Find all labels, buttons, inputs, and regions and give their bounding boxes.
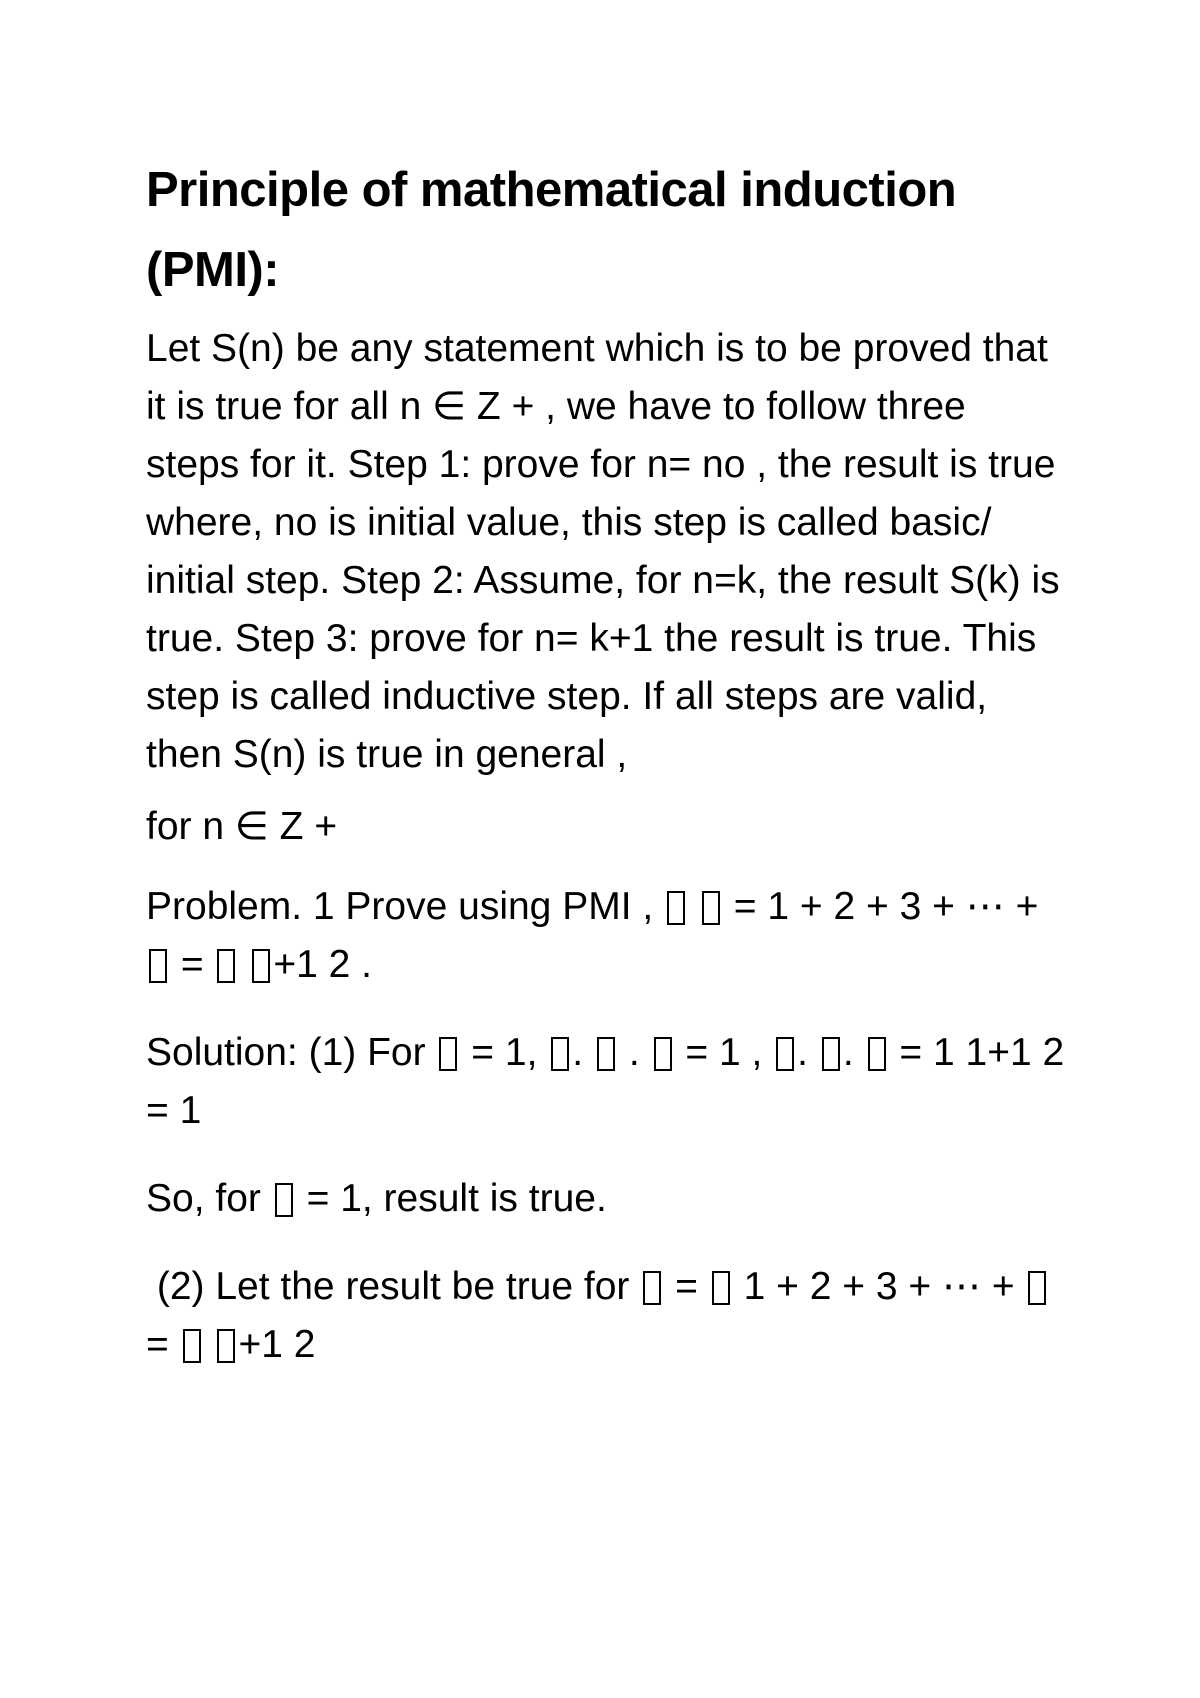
domain-line: for n ∈ Z + bbox=[146, 805, 338, 848]
step2-text-1: (2) Let the result be true for bbox=[156, 1265, 630, 1308]
solution-text-9: 1 1+1 2 = 1 bbox=[146, 1031, 1065, 1132]
solution-text-5: = 1 , bbox=[685, 1031, 763, 1074]
missing-glyph bbox=[654, 1037, 672, 1071]
missing-glyph bbox=[149, 949, 167, 983]
problem-text-1: Problem. 1 Prove using PMI , bbox=[146, 885, 654, 928]
problem-text-4: +1 2 . bbox=[273, 943, 372, 986]
problem-statement bbox=[146, 878, 1066, 994]
missing-glyph bbox=[712, 1271, 730, 1305]
solution-text-3: . bbox=[572, 1031, 584, 1074]
missing-glyph bbox=[776, 1037, 794, 1071]
missing-glyph bbox=[597, 1037, 615, 1071]
step2-text-2: = bbox=[675, 1265, 698, 1308]
solution-text-2: = 1, bbox=[471, 1031, 538, 1074]
step2-text-3: 1 + 2 + 3 + ⋯ + bbox=[743, 1265, 1015, 1308]
missing-glyph bbox=[667, 891, 685, 925]
conclusion-text-2: = 1, result is true. bbox=[306, 1177, 607, 1220]
problem-text-2: = 1 + 2 + 3 + ⋯ + bbox=[733, 885, 1039, 928]
missing-glyph bbox=[551, 1037, 569, 1071]
missing-glyph bbox=[868, 1037, 886, 1071]
missing-glyph bbox=[643, 1271, 661, 1305]
missing-glyph bbox=[1028, 1271, 1046, 1305]
document-content bbox=[146, 150, 1066, 1374]
page-title: Principle of mathematical induction (PMI): bbox=[146, 163, 957, 297]
missing-glyph bbox=[822, 1037, 840, 1071]
solution-text-8: = bbox=[899, 1031, 923, 1074]
step2-text-5: +1 2 bbox=[238, 1323, 316, 1366]
solution-text-4: . bbox=[628, 1031, 640, 1074]
solution-text-1: Solution: (1) For bbox=[146, 1031, 426, 1074]
solution-text-7: . bbox=[842, 1031, 854, 1074]
missing-glyph bbox=[439, 1037, 457, 1071]
missing-glyph bbox=[275, 1183, 293, 1217]
conclusion-text-1: So, for bbox=[146, 1177, 261, 1220]
base-case-conclusion bbox=[146, 1170, 1066, 1228]
missing-glyph bbox=[252, 949, 270, 983]
missing-glyph bbox=[217, 1329, 235, 1363]
solution-step-2 bbox=[146, 1258, 1066, 1374]
intro-paragraph: Let S(n) be any statement which is to be proved that it is true for all n ∈ Z + , we have to follow three steps for it. Step 1: prove for n= no , the result is true where, no is initial value, this step is called basic/ initial step. Step 2: Assume, for n=k, the result S(k) is true. Step 3: prove for n= k+1 the result is true. This step is called inductive step. If all steps are valid, then S(n) is true in general , bbox=[146, 327, 1060, 776]
solution-text-6: . bbox=[797, 1031, 809, 1074]
missing-glyph bbox=[183, 1329, 201, 1363]
missing-glyph bbox=[217, 949, 235, 983]
missing-glyph bbox=[702, 891, 720, 925]
step2-text-4: = bbox=[146, 1323, 169, 1366]
problem-text-3: = bbox=[180, 943, 204, 986]
solution-step-1 bbox=[146, 1024, 1066, 1140]
